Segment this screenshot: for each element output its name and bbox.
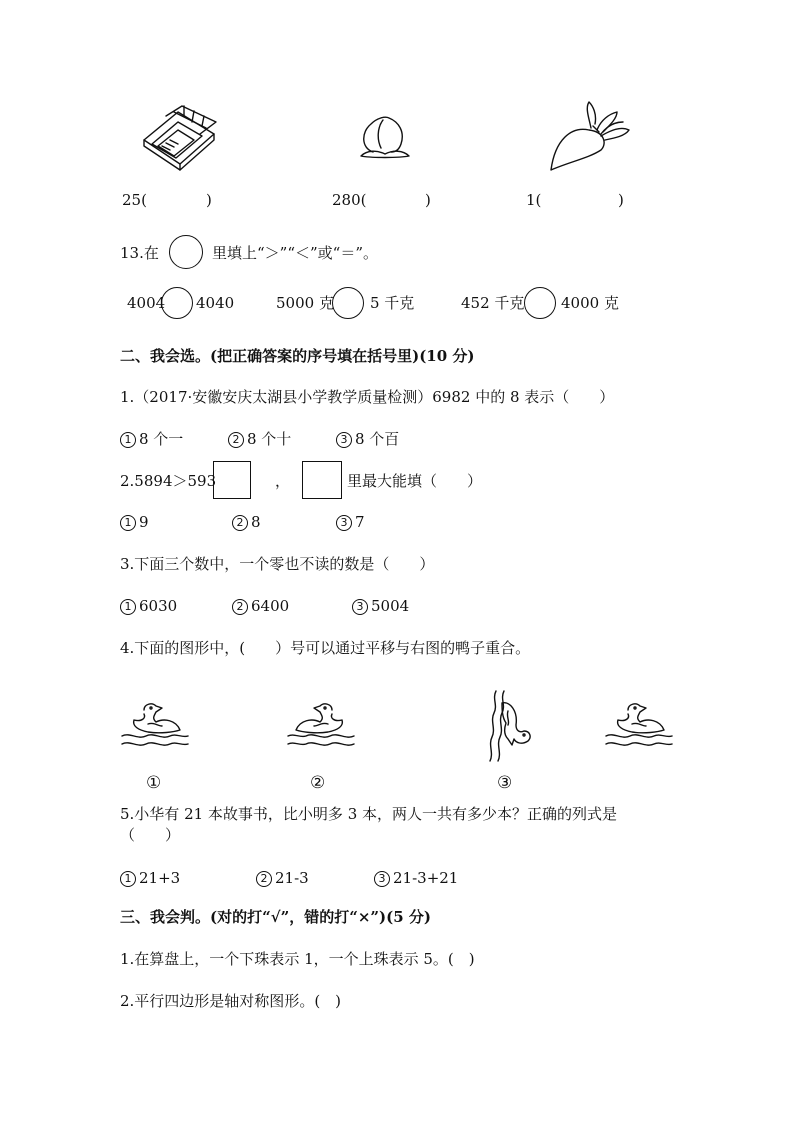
option-number-icon: 2	[256, 871, 272, 887]
option-number-icon: 2	[232, 599, 248, 615]
duck-option-2-icon	[286, 700, 358, 750]
s2-q3-text: 3.下面三个数中，一个零也不读的数是（ ）	[120, 555, 435, 573]
s3-q2-text: 2.平行四边形是轴对称图形。( )	[120, 992, 342, 1010]
cmp3-answer-circle[interactable]	[524, 287, 556, 319]
option-number-icon: 3	[374, 871, 390, 887]
s2-q5-option-3	[374, 868, 458, 888]
cmp3-left: 452 千克	[461, 294, 525, 312]
radish-icon	[545, 100, 635, 175]
option-number-icon: 2	[228, 432, 244, 448]
option-text: 8 个一	[139, 430, 184, 448]
s2-q5-option-1	[120, 868, 180, 888]
option-text: 8	[251, 513, 261, 531]
item3-close: )	[618, 191, 624, 209]
item3-value: 1(	[526, 191, 542, 209]
s2-q2-option-1	[120, 512, 149, 532]
option-text: 6030	[139, 597, 178, 615]
cmp3-right: 4000 克	[561, 294, 619, 312]
item1-close: )	[206, 191, 212, 209]
section2-heading: 二、我会选。(把正确答案的序号填在括号里)(10 分)	[120, 347, 475, 365]
chocolate-bar-icon	[140, 102, 220, 172]
cmp1-answer-circle[interactable]	[161, 287, 193, 319]
cmp1-right: 4040	[196, 294, 235, 312]
s2-q1-text: 1.（2017·安徽安庆太湖县小学教学质量检测）6982 中的 8 表示（ ）	[120, 388, 615, 406]
s2-q2-suffix: 里最大能填（ ）	[347, 472, 483, 490]
duck-reference-icon	[602, 700, 674, 750]
cmp2-left: 5000 克	[276, 294, 334, 312]
option-number-icon: 1	[120, 599, 136, 615]
duck-label-2: ②	[310, 773, 326, 793]
option-number-icon: 1	[120, 871, 136, 887]
s2-q2-comma: ，	[275, 472, 291, 490]
s2-q2-box-1[interactable]	[213, 461, 251, 499]
s3-q1-text: 1.在算盘上，一个下珠表示 1，一个上珠表示 5。( )	[120, 950, 475, 968]
duck-option-1-icon	[118, 700, 190, 750]
option-text: 8 个百	[355, 430, 400, 448]
peach-icon	[355, 112, 415, 162]
s2-q1-option-3	[336, 429, 399, 449]
section3-heading: 三、我会判。(对的打“√”，错的打“×”)(5 分)	[120, 908, 431, 926]
s2-q3-option-2	[232, 596, 289, 616]
s2-q3-option-3	[352, 596, 409, 616]
cmp2-answer-circle[interactable]	[332, 287, 364, 319]
option-number-icon: 3	[336, 515, 352, 531]
option-text: 21-3	[275, 869, 309, 887]
q13-suffix: 里填上“＞”“＜”或“＝”。	[212, 244, 379, 262]
s2-q2-prefix: 2.5894＞593	[120, 472, 217, 490]
option-text: 5004	[371, 597, 410, 615]
q13-prefix: 13.在	[120, 244, 159, 262]
duck-option-3-icon	[482, 685, 538, 770]
option-text: 6400	[251, 597, 290, 615]
item1-value: 25(	[122, 191, 147, 209]
s2-q1-option-1	[120, 429, 183, 449]
q13-sample-circle	[169, 235, 203, 269]
option-number-icon: 2	[232, 515, 248, 531]
option-number-icon: 1	[120, 432, 136, 448]
s2-q2-option-2	[232, 512, 261, 532]
option-text: 8 个十	[247, 430, 292, 448]
duck-label-1: ①	[146, 773, 162, 793]
option-text: 7	[355, 513, 365, 531]
cmp2-right: 5 千克	[370, 294, 415, 312]
s2-q2-box-2[interactable]	[302, 461, 342, 499]
item2-value: 280(	[332, 191, 367, 209]
option-number-icon: 3	[352, 599, 368, 615]
s2-q3-option-1	[120, 596, 177, 616]
s2-q5-option-2	[256, 868, 309, 888]
option-number-icon: 1	[120, 515, 136, 531]
s2-q5-line1: 5.小华有 21 本故事书，比小明多 3 本，两人一共有多少本？正确的列式是	[120, 805, 618, 823]
option-text: 21-3+21	[393, 869, 459, 887]
s2-q4-text: 4.下面的图形中，( ）号可以通过平移与右图的鸭子重合。	[120, 639, 531, 657]
item2-close: )	[425, 191, 431, 209]
duck-label-3: ③	[497, 773, 513, 793]
option-number-icon: 3	[336, 432, 352, 448]
s2-q2-option-3	[336, 512, 365, 532]
cmp1-left: 4004	[127, 294, 166, 312]
s2-q5-line2: （ ）	[120, 826, 181, 844]
option-text: 9	[139, 513, 149, 531]
s2-q1-option-2	[228, 429, 291, 449]
option-text: 21+3	[139, 869, 181, 887]
